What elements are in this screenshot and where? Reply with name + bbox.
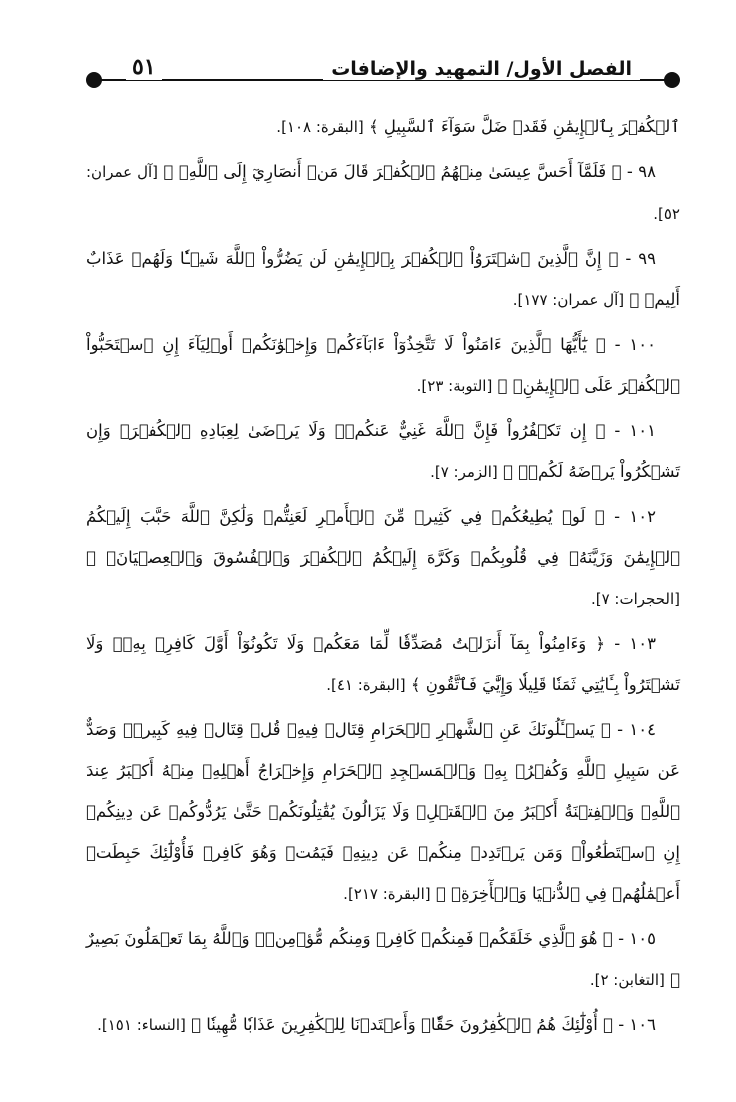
header-dot-right	[664, 72, 680, 88]
verse-item	[86, 496, 680, 620]
verse-text: ٱلۡكُفۡرَ بِٱلۡإِيمَٰنِ فَقَدۡ ضَلَّ سَوَآءَ ٱلسَّبِيلِ ﴾	[369, 117, 680, 136]
verse-text: ﴿ إِنَّ ٱلَّذِينَ ٱشۡتَرَوُاْ ٱلۡكُفۡرَ بِٱلۡإِيمَٰنِ لَن يَضُرُّواْ ٱللَّهَ شَيۡـٔٗا وَلَهُمۡ عَذَابٌ أَلِيمٞ ﴾	[86, 249, 680, 309]
verse-separator: -	[621, 162, 639, 181]
verse-separator: -	[612, 929, 630, 948]
verse-reference: [الحجرات: ٧].	[590, 590, 680, 608]
verse-reference: [البقرة: ٤١].	[326, 676, 406, 694]
verse-reference: [النساء: ١٥١].	[97, 1016, 186, 1034]
verse-item	[86, 151, 680, 235]
page-header	[86, 52, 680, 92]
verse-item	[86, 918, 680, 1001]
verse-separator: -	[610, 720, 630, 739]
verse-text: ﴿ وَءَامِنُواْ بِمَآ أَنزَلۡتُ مُصَدِّقٗا لِّمَا مَعَكُمۡ وَلَا تَكُونُوٓاْ أَوَّلَ كَافِرِۭ بِهِۦۖ وَلَا تَشۡتَرُواْ بِـَٔايَٰتِي ثَمَنٗا قَلِيلٗا وَإِيَّٰيَ فَٱتَّقُونِ ﴾	[86, 634, 680, 694]
verse-number: ٩٨	[638, 162, 657, 181]
verse-separator: -	[605, 335, 630, 354]
verse-number: ١٠١	[629, 421, 656, 440]
verse-reference: [آل عمران: ٥٢].	[86, 163, 680, 223]
verse-reference: [البقرة: ٢١٧].	[343, 885, 431, 903]
verse-reference: [آل عمران: ١٧٧].	[512, 291, 625, 309]
verse-text: ﴿ لَوۡ يُطِيعُكُمۡ فِي كَثِيرٖ مِّنَ ٱلۡأَمۡرِ لَعَنِتُّمۡ وَلَٰكِنَّ ٱللَّهَ حَبَّبَ إِلَيۡكُمُ ٱلۡإِيمَٰنَ وَزَيَّنَهُۥ فِي قُلُوبِكُمۡ وَكَرَّهَ إِلَيۡكُمُ ٱلۡكُفۡرَ وَٱلۡفُسُوقَ وَٱلۡعِصۡيَانَۚ ﴾	[86, 507, 680, 567]
verse-number: ١٠٤	[629, 720, 656, 739]
verse-number: ١٠٠	[629, 335, 656, 354]
chapter-title: الفصل الأول/ التمهيد والإضافات	[323, 58, 640, 80]
verse-continuation	[86, 106, 680, 148]
verse-reference: [التغابن: ٢].	[589, 971, 665, 989]
verse-reference: [التوبة: ٢٣].	[416, 377, 493, 395]
verse-list	[86, 106, 680, 1049]
verse-item	[86, 1004, 680, 1046]
verse-item	[86, 324, 680, 407]
verse-number: ١٠٣	[629, 634, 656, 653]
verse-text: ﴿ فَلَمَّآ أَحَسَّ عِيسَىٰ مِنۡهُمُ ٱلۡكُفۡرَ قَالَ مَنۡ أَنصَارِيٓ إِلَى ٱللَّهِۖ ﴾	[163, 162, 622, 181]
verse-number: ١٠٥	[629, 929, 656, 948]
header-dot-left	[86, 72, 102, 88]
verse-number: ٩٩	[638, 249, 657, 268]
verse-item	[86, 410, 680, 493]
verse-item	[86, 623, 680, 706]
verse-reference: [البقرة: ١٠٨].	[276, 118, 364, 136]
verse-separator: -	[618, 249, 639, 268]
verse-text: ﴿ أُوْلَٰٓئِكَ هُمُ ٱلۡكَٰفِرُونَ حَقّٗاۚ وَأَعۡتَدۡنَا لِلۡكَٰفِرِينَ عَذَابٗا مُّهِينٗا ﴾	[191, 1015, 613, 1034]
page-number: ٥١	[126, 54, 162, 80]
verse-reference: [الزمر: ٧].	[430, 463, 498, 481]
verse-number: ١٠٢	[629, 507, 656, 526]
verse-text: ﴿ يَسۡـَٔلُونَكَ عَنِ ٱلشَّهۡرِ ٱلۡحَرَامِ قِتَالٖ فِيهِۖ قُلۡ قِتَالٞ فِيهِ كَبِيرٞۚ وَصَدٌّ عَن سَبِيلِ ٱللَّهِ وَكُفۡرُۢ بِهِۦ وَٱلۡمَسۡجِدِ ٱلۡحَرَامِ وَإِخۡرَاجُ أَهۡلِهِۦ مِنۡهُ أَكۡبَرُ عِندَ ٱللَّهِۚ وَٱلۡفِتۡنَةُ أَكۡبَرُ مِنَ ٱلۡقَتۡلِۗ وَلَا يَزَالُونَ يُقَٰتِلُونَكُمۡ حَتَّىٰ يَرُدُّوكُمۡ عَن دِينِكُمۡ إِنِ ٱسۡتَطَٰعُواْۚ وَمَن يَرۡتَدِدۡ مِنكُمۡ عَن دِينِهِۦ فَيَمُتۡ وَهُوَ كَافِرٞ فَأُوْلَٰٓئِكَ حَبِطَتۡ أَعۡمَٰلُهُمۡ فِي ٱلدُّنۡيَا وَٱلۡأٓخِرَةِۖ ﴾	[86, 720, 680, 903]
verse-separator: -	[612, 1015, 630, 1034]
verse-item	[86, 709, 680, 915]
verse-separator: -	[605, 634, 630, 653]
verse-number: ١٠٦	[629, 1015, 656, 1034]
verse-separator: -	[604, 507, 630, 526]
verse-separator: -	[605, 421, 630, 440]
verse-text: ﴿ هُوَ ٱلَّذِي خَلَقَكُمۡ فَمِنكُمۡ كَافِرٞ وَمِنكُم مُّؤۡمِنٞۚ وَٱللَّهُ بِمَا تَعۡمَلُونَ بَصِيرٌ ﴾	[86, 929, 680, 989]
verse-item	[86, 238, 680, 321]
verse-text: ﴿ يَٰٓأَيُّهَا ٱلَّذِينَ ءَامَنُواْ لَا تَتَّخِذُوٓاْ ءَابَآءَكُمۡ وَإِخۡوَٰنَكُمۡ أَوۡلِيَآءَ إِنِ ٱسۡتَحَبُّواْ ٱلۡكُفۡرَ عَلَى ٱلۡإِيمَٰنِۚ ﴾	[86, 335, 680, 395]
verse-text: ﴿ إِن تَكۡفُرُواْ فَإِنَّ ٱللَّهَ غَنِيٌّ عَنكُمۡۖ وَلَا يَرۡضَىٰ لِعِبَادِهِ ٱلۡكُفۡرَۖ وَإِن تَشۡكُرُواْ يَرۡضَهُ لَكُمۡۗ ﴾	[86, 421, 680, 481]
